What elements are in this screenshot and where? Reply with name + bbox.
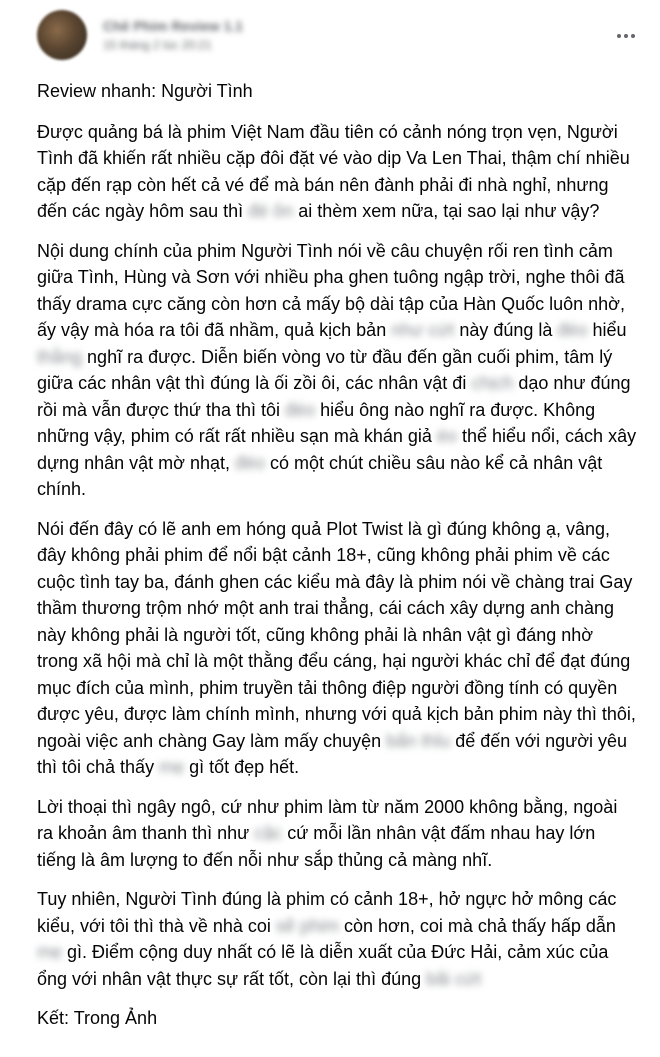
more-options-button[interactable] xyxy=(614,24,638,48)
censored-word: đéo xyxy=(557,320,588,340)
text-segment: gì. Điểm cộng duy nhất có lẽ là diễn xuất của Đức Hải, cảm xúc của ổng với nhân vật thực sự rất tốt, còn lại thì đúng xyxy=(37,942,609,989)
censored-word: đéo xyxy=(234,452,266,473)
censored-word: đéo xyxy=(285,399,316,420)
more-horizontal-icon xyxy=(616,34,637,38)
censored-word: chịch xyxy=(471,373,514,393)
post-paragraph xyxy=(37,886,638,992)
post-header xyxy=(37,0,638,78)
post-paragraph xyxy=(37,516,638,781)
text-segment: Tuy nhiên, Người Tình đúng là phim có cảnh 18+, hở ngực hở mông các kiểu, với tôi thì thà về nhà coi xyxy=(37,889,617,936)
post-title-line xyxy=(37,78,638,105)
text-segment: dạo như đúng rồi mà vẫn được thứ tha thì tôi xyxy=(37,373,631,420)
text-segment: này đúng là xyxy=(454,320,558,340)
post-paragraph xyxy=(37,1005,638,1032)
avatar[interactable] xyxy=(37,10,87,60)
text-segment: gì tốt đẹp hết. xyxy=(184,757,300,777)
text-segment: hiểu ông nào nghĩ ra được. Không những vậy, phim có rất rất nhiều sạn mà khán giả xyxy=(37,399,596,446)
text-segment: có một chút chiều sâu nào kể cả nhân vật chính. xyxy=(37,452,603,499)
text-segment: ai thèm xem nữa, tại sao lại như vậy? xyxy=(293,201,600,221)
censored-word: mẹ xyxy=(37,942,63,962)
text-segment: cứ mỗi lần nhân vật đấm nhau hay lớn tiếng là âm lượng to đến nỗi như sắp thủng cả màng nhĩ. xyxy=(37,823,596,870)
text-segment: để đến với người yêu thì tôi chả thấy xyxy=(37,730,628,777)
text-segment: thể hiểu nổi, cách xây dựng nhân vật mờ nhạt, xyxy=(37,426,637,473)
post-timestamp[interactable]: 15 tháng 2 lúc 20:21 xyxy=(103,38,212,52)
post-body xyxy=(37,78,638,1032)
censored-word: éo xyxy=(436,426,457,446)
text-segment: Được quảng bá là phim Việt Nam đầu tiên có cảnh nóng trọn vẹn, Người Tình đã khiến rất nhiều cặp đôi đặt vé vào dịp Va Len Thai, thậm chí nhiều cặp đến rạp còn hết cả vé để mà bán nên đành phải đi nhà nghỉ, nhưng đến các ngày hôm sau thì xyxy=(37,121,630,221)
text-segment: Nói đến đây có lẽ anh em hóng quả Plot Twist là gì đúng không ạ, vâng, đây không phải phim để nổi bật cảnh 18+, cũng không phải phim về các cuộc tình tay ba, đánh ghen các kiểu mà đây là phim nói về chàng trai Gay thầm thương trộm nhớ một anh trai thẳng, cái cách xây dựng anh chàng này không phải là người tốt, cũng không phải là nhân vật gì đáng nhờ trong xã hội mà chỉ là một thằng đểu cáng, hại người khác chỉ để đạt đúng mục đích của mình, phim truyền tải thông điệp người đồng tính có quyền được yêu, được làm chính mình, nhưng với quả kịch bản phim này thì thôi, ngoài việc anh chàng Gay làm mấy chuyện xyxy=(37,518,636,751)
author-name[interactable]: Chê Phim Review 1.1 xyxy=(103,18,244,34)
censored-word: bãi cứt xyxy=(426,968,482,989)
censored-word: sẽ phim xyxy=(275,915,339,936)
post-paragraph xyxy=(37,794,638,874)
text-segment: hiểu xyxy=(587,320,627,340)
post-paragraph xyxy=(37,238,638,503)
censored-word: mẹ xyxy=(159,757,185,777)
post-paragraph xyxy=(37,119,638,225)
censored-word: bẩn thỉu xyxy=(386,730,451,751)
censored-word: thằng xyxy=(37,346,83,367)
text-segment: nghĩ ra được. Diễn biến vòng vo từ đầu đến gần cuối phim, tâm lý giữa các nhân vật thì đúng là ối zồi ôi, các nhân vật đi xyxy=(37,346,613,393)
censored-word: đé ôn xyxy=(248,201,294,221)
text-segment: còn hơn, coi mà chả thấy hấp dẫn xyxy=(338,915,616,936)
text-segment: Review nhanh: Người Tình xyxy=(37,81,253,101)
text-segment: Kết: Trong Ảnh xyxy=(37,1008,158,1028)
censored-word: như cứt xyxy=(391,320,455,340)
text-segment: Nội dung chính của phim Người Tình nói về câu chuyện rối ren tình cảm giữa Tình, Hùng và Sơn với nhiều pha ghen tuông ngập trời, nghe thôi đã thấy drama cực căng còn hơn cả mấy bộ dài tập của Hàn Quốc luôn nhờ, ấy vậy mà hóa ra tôi đã nhầm, quả kịch bản xyxy=(37,240,625,340)
censored-word: cặc xyxy=(254,823,283,843)
text-segment: Lời thoại thì ngây ngô, cứ như phim làm từ năm 2000 không bằng, ngoài ra khoản âm thanh thì như xyxy=(37,796,618,843)
